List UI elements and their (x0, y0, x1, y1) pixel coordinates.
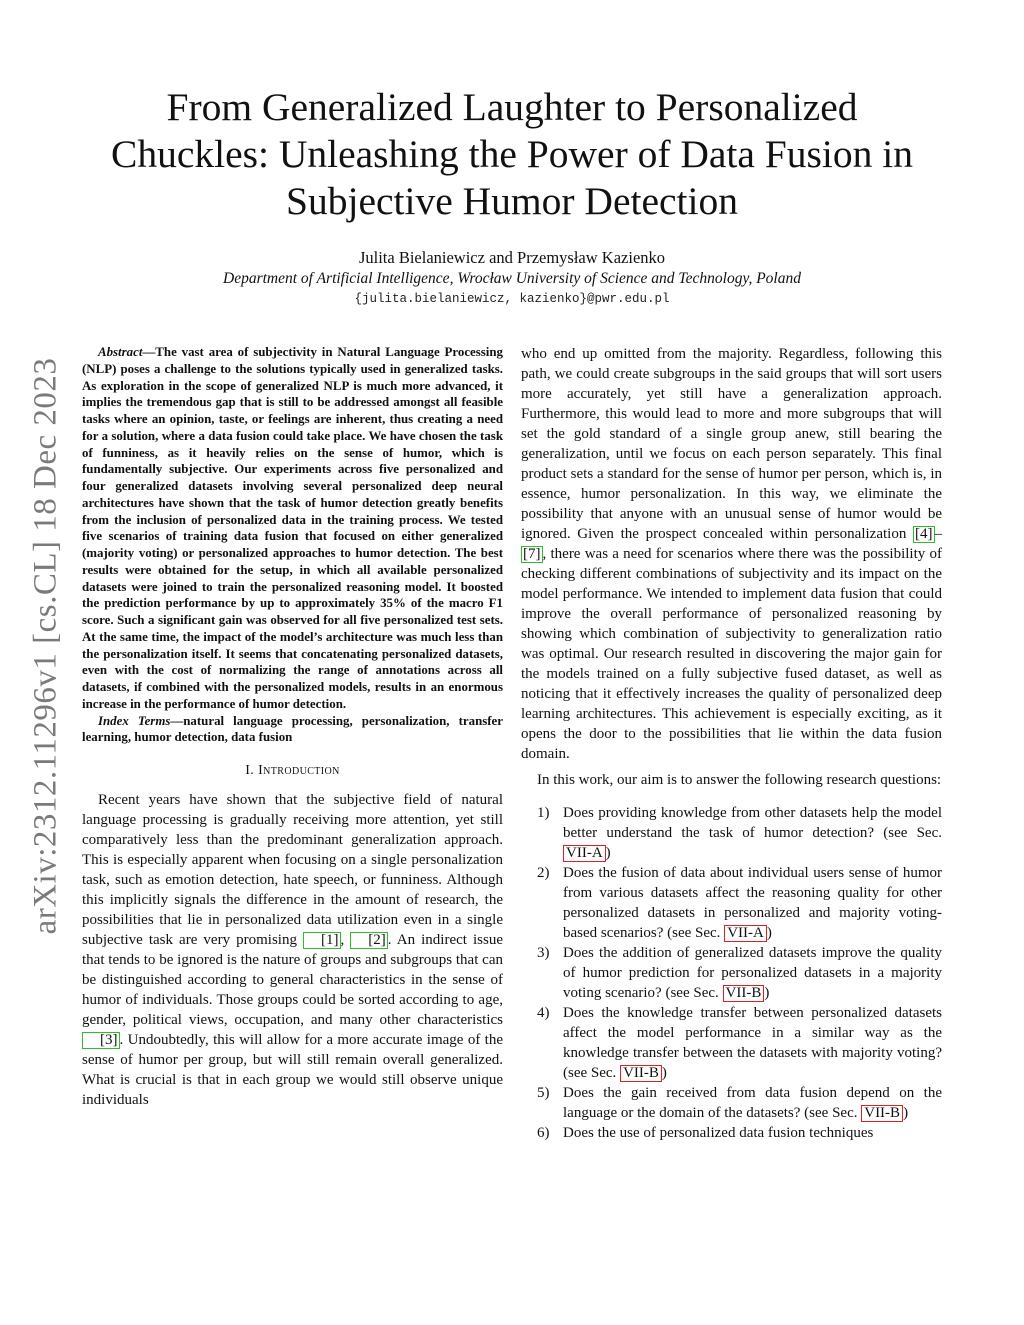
section-ref-link[interactable]: VII-A (563, 845, 606, 862)
index-terms (82, 713, 503, 747)
list-item (521, 863, 942, 943)
section-number: I. (245, 763, 255, 778)
section-ref-link[interactable]: VII-B (861, 1105, 903, 1122)
question-end: ) (661, 1065, 667, 1081)
arxiv-identifier (26, 350, 66, 942)
body-paragraph: In this work, our aim is to answer the following research questions: (537, 772, 942, 788)
section-ref-link[interactable]: VII-B (723, 985, 765, 1002)
question-text: Does the knowledge transfer between personalized datasets affect the model performance in a similar way as the knowledge transfer between the datasets with majority voting? (see Sec. (563, 1005, 942, 1081)
question-end: ) (764, 985, 770, 1001)
intro-paragraph (82, 790, 503, 1110)
body-paragraph (521, 344, 942, 764)
authors: Julita Bielaniewicz and Przemysław Kazienko (358, 248, 666, 267)
right-column (521, 344, 942, 1143)
body-text: , there was a need for scenarios where there was the possibility of checking different combinations of subjectivity and its impact on the model performance. We intended to implement data fusion that could improve the overall performance of personalized reasoning by showing which combination of subjectivity to generalization ratio was optimal. Our research resulted in discovering the major gain for the models trained on a fully subjective fused dataset, as well as noticing that it effectively increases the quality of personalized deep learning architectures. This achievement is especially exciting, as it opens the door to the possibilities that lie within the data fusion domain. (521, 546, 942, 762)
question-number: 3) (537, 945, 550, 961)
citation-link[interactable]: [1] (303, 932, 341, 949)
question-number: 1) (537, 805, 550, 821)
affiliation: Department of Artificial Intelligence, Wrocław University of Science and Technology, Poland (223, 270, 801, 287)
citation-link[interactable]: [3] (82, 1032, 120, 1049)
list-item (521, 943, 942, 1003)
question-text: Does the fusion of data about individual users sense of humor from various datasets affect the reasoning quality for other personalized datasets in personalized and majority voting-based scenarios? (see Sec. (563, 865, 942, 941)
citation-link[interactable]: [7] (523, 546, 541, 562)
section-ref-link[interactable]: VII-B (620, 1065, 662, 1082)
body-text: who end up omitted from the majority. Regardless, following this path, we could create subgroups in the said groups that will sort users more accurately, yet still have a generalization approach. Furthermore, this would lead to more and more subgroups that will set the gold standard of a single group anew, still bearing the generalization, until we focus on each person separately. This final product sets a standard for the sense of humor per person, which is, in essence, humor personalization. In this way, we eliminate the possibility that anyone with an unusual sense of humor would be ignored. Given the prospect concealed within personalization (521, 346, 942, 542)
title-line: Subjective Humor Detection (286, 179, 738, 223)
title-line: Chuckles: Unleashing the Power of Data Fusion in (111, 132, 913, 176)
list-item (521, 1003, 942, 1083)
question-text: Does the addition of generalized datasets improve the quality of humor prediction for personalized datasets in a majority voting scenario? (see Sec. (563, 945, 942, 1001)
abstract-label: Abstract (98, 345, 143, 359)
range-dash: – (934, 526, 942, 542)
citation-link[interactable]: [4] (915, 526, 933, 542)
question-text: Does providing knowledge from other datasets help the model better understand the task of humor detection? (see Sec. (563, 805, 942, 841)
question-end: ) (605, 845, 611, 861)
question-number: 4) (537, 1005, 550, 1021)
research-questions-list (521, 803, 942, 1143)
question-number: 5) (537, 1085, 550, 1101)
abstract (82, 344, 503, 713)
citation-link[interactable]: [2] (350, 932, 388, 949)
arxiv-identifier-text: arXiv:2312.11296v1 [cs.CL] 18 Dec 2023 (27, 357, 64, 935)
left-column (82, 344, 503, 1110)
list-item (521, 1123, 942, 1143)
section-heading (82, 763, 503, 779)
list-item (521, 1083, 942, 1123)
separator: , (340, 932, 351, 948)
question-number: 6) (537, 1125, 550, 1141)
index-terms-text: —natural language processing, personalization, transfer learning, humor detection, data fusion (82, 713, 503, 745)
email: {julita.bielaniewicz, kazienko}@pwr.edu.pl (354, 292, 670, 306)
question-number: 2) (537, 865, 550, 881)
intro-text: Recent years have shown that the subjective field of natural language processing is gradually receiving more attention, yet still comparatively less than the predominant generalization approach. This is especially apparent when focusing on a single personalization task, such as emotion detection, hate speech, or funniness. Although this implicitly signals the difference in the amount of research, the possibilities that lie in personalized data utilization even in a single subjective task are very promising (82, 792, 503, 948)
question-end: ) (903, 1105, 909, 1121)
question-text: Does the gain received from data fusion depend on the language or the domain of the datasets? (see Sec. (563, 1085, 942, 1121)
question-end: ) (766, 925, 772, 941)
abstract-text: —The vast area of subjectivity in Natural Language Processing (NLP) poses a challenge to the solutions typically used in generalized tasks. As exploration in the scope of generalized NLP is much more advanced, it implies the tremendous gap that is still to be addressed amongst all feasible tasks where an opinion, taste, or feelings are inherent, thus creating a need for a solution, where a data fusion could take place. We have chosen the task of funniness, as it heavily relies on the sense of humor, which is fundamentally subjective. Our experiments across five personalized and four generalized datasets involving several personalized deep neural architectures have shown that the task of humor detection greatly benefits from the inclusion of personalized data in the training process. We tested five scenarios of training data fusion that focused on either generalized (majority voting) or personalized approaches to humor detection. The best results were obtained for the setup, in which all available personalized datasets were joined to train the personalized reasoning model. It boosted the prediction performance by up to approximately 35% of the macro F1 score. Such a significant gain was observed for all five personalized test sets. At the same time, the impact of the model’s architecture was much less than the personalization itself. It seems that concatenating personalized datasets, even with the cost of normalizing the range of annotations across all datasets, if combined with the personalized models, results in an enormous increase in the performance of humor detection. (82, 345, 503, 711)
question-text: Does the use of personalized data fusion techniques (563, 1125, 874, 1141)
section-ref-link[interactable]: VII-A (724, 925, 767, 942)
paper-title (60, 84, 964, 225)
title-line: From Generalized Laughter to Personalized (166, 85, 858, 129)
intro-text: . Undoubtedly, this will allow for a more accurate image of the sense of humor per group, but will still remain overall generalized. What is crucial is that in each group we would still observe unique individuals (82, 1032, 503, 1108)
index-terms-label: Index Terms (98, 713, 171, 728)
intro-text: . An indirect issue that tends to be ignored is the nature of groups and subgroups that can be distinguished according to general characteristics in the sense of humor of individuals. Those groups could be sorted according to age, gender, political views, occupation, and many other characteristics (82, 932, 503, 1028)
section-title: Introduction (258, 763, 340, 778)
list-item (521, 803, 942, 863)
